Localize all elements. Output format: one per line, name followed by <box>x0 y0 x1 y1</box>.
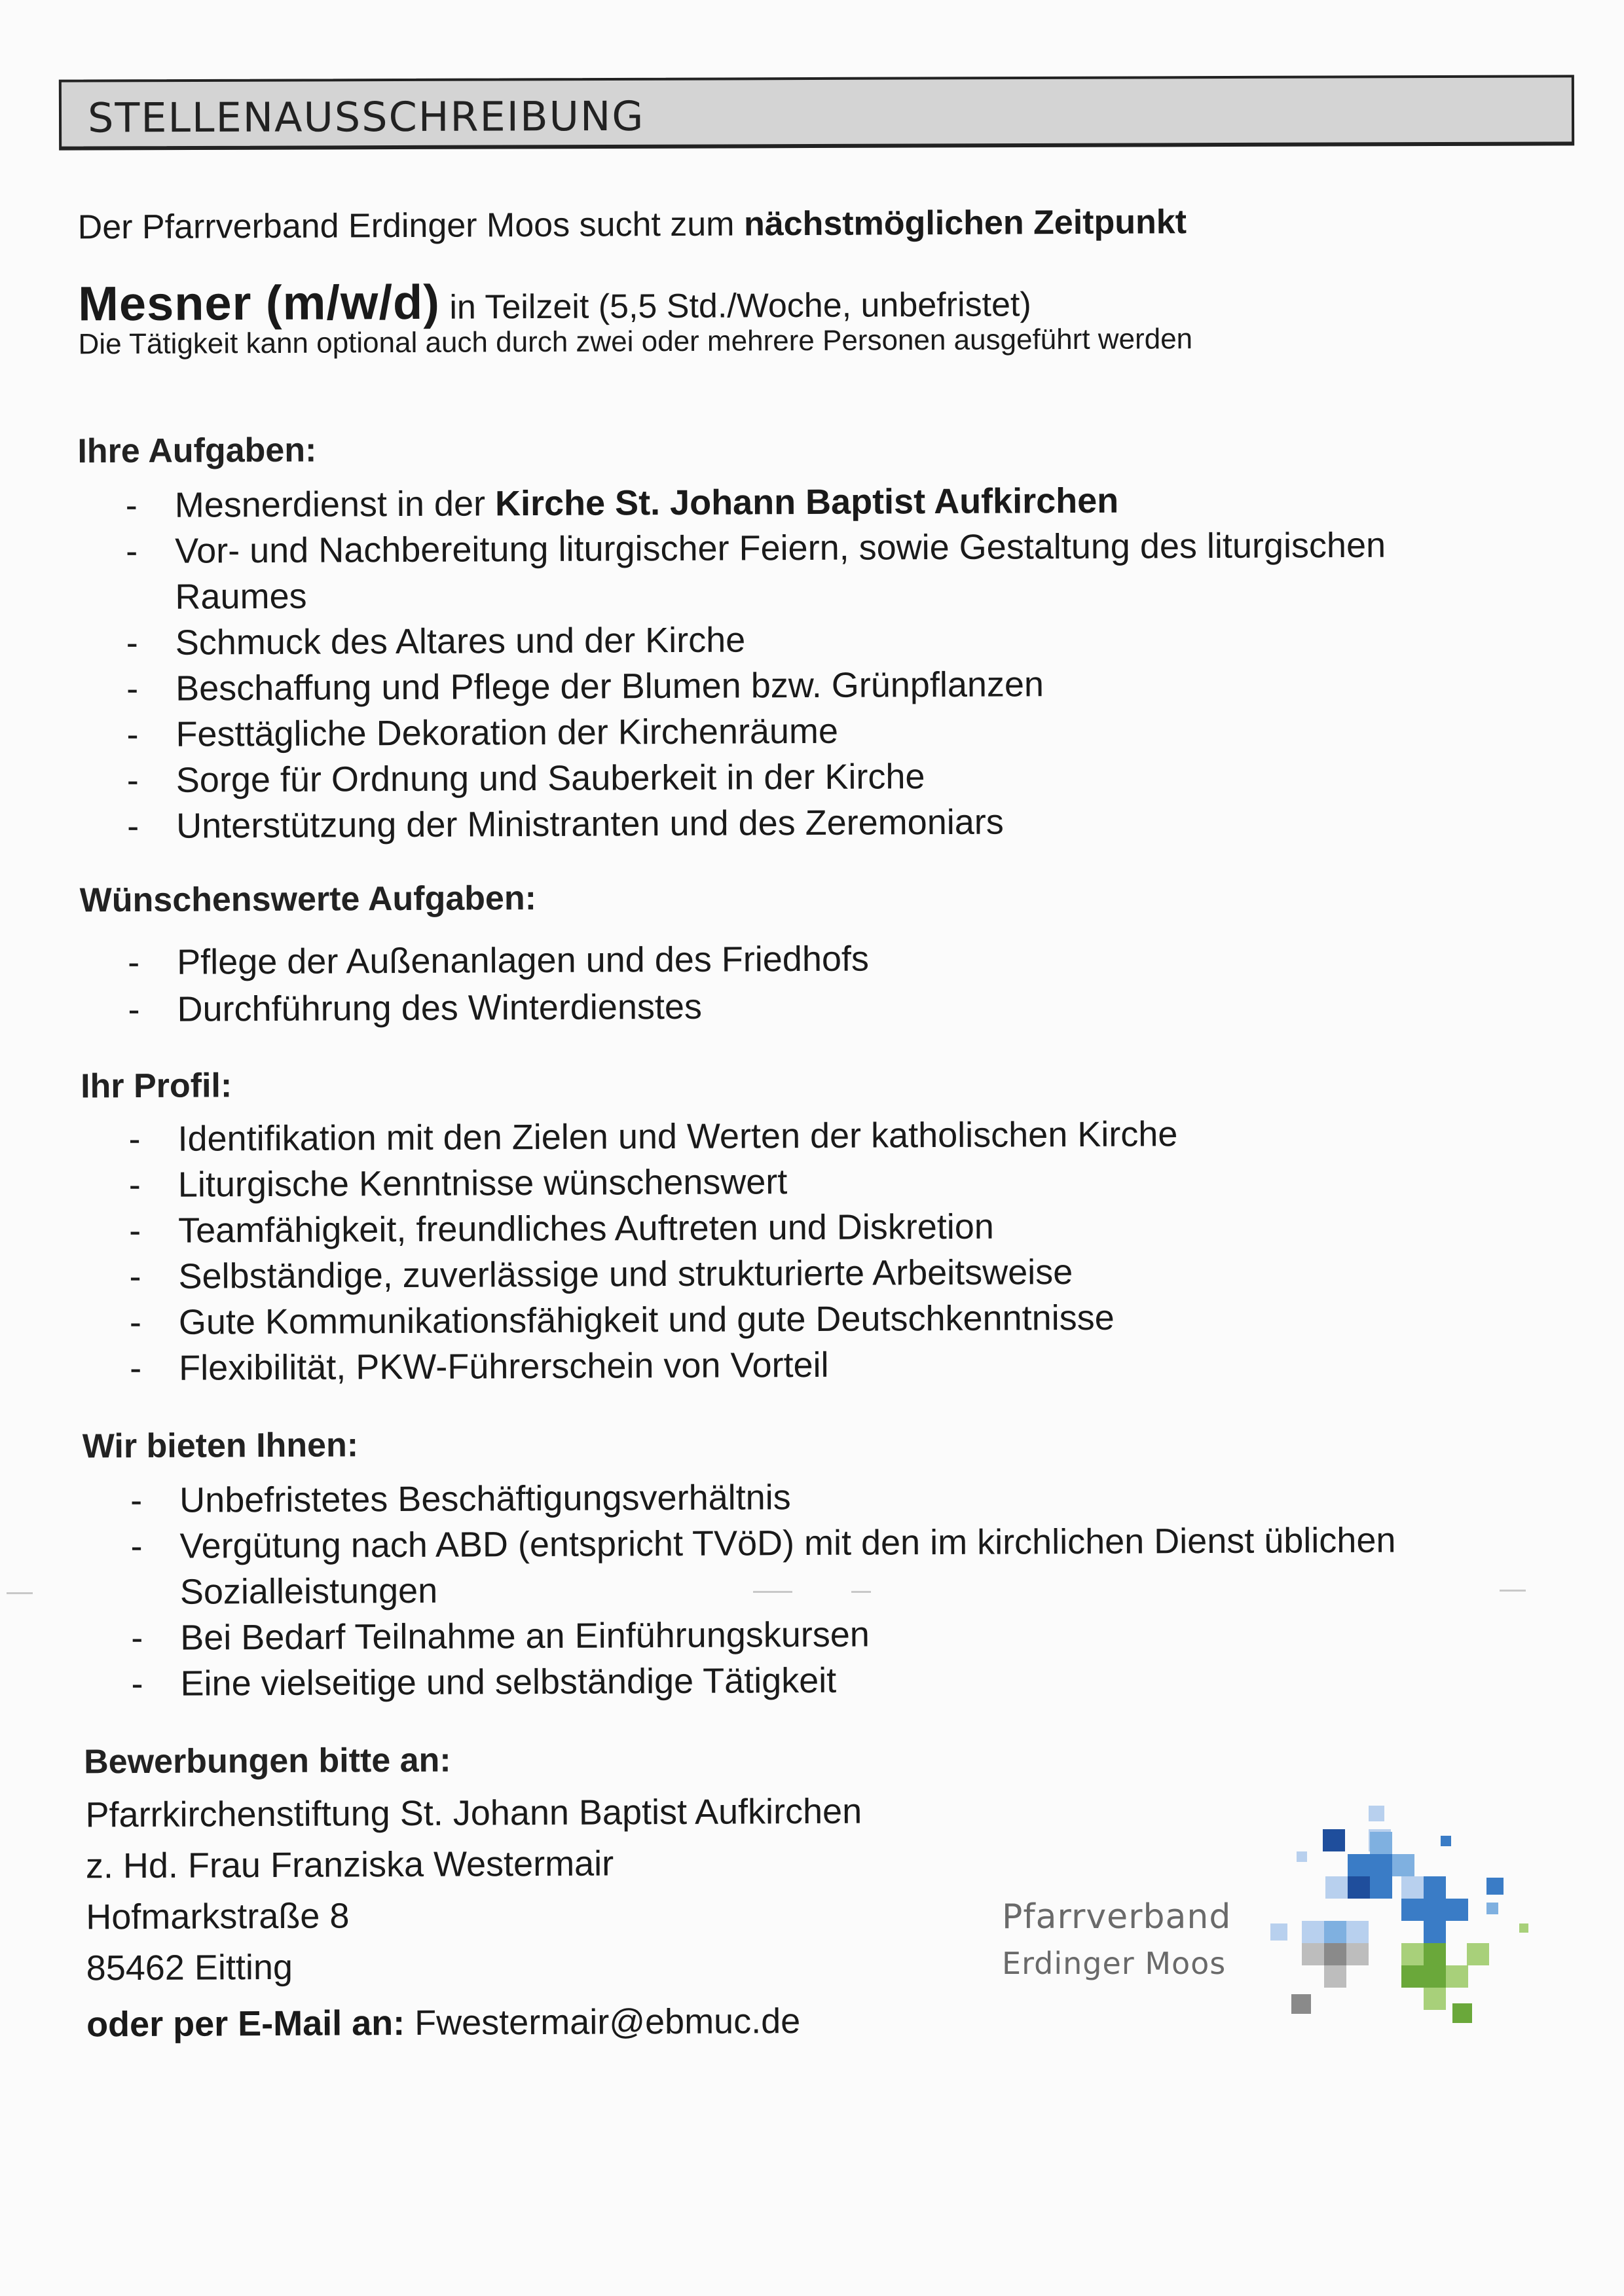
optional-text: Durchführung des Winterdienstes <box>177 987 703 1029</box>
profile-text: Selbständige, zuverlässige und strukturierte Arbeitsweise <box>178 1252 1073 1296</box>
intro-emphasis: nächstmöglichen Zeitpunkt <box>743 203 1187 244</box>
dash-bullet: - <box>131 1618 143 1658</box>
offer-text: Vergütung nach ABD (entspricht TVöD) mit den im kirchlichen Dienst üblichen <box>179 1520 1396 1566</box>
email-line <box>86 2001 800 2045</box>
intro-sentence <box>78 202 1187 247</box>
church-name: Kirche St. Johann Baptist Aufkirchen <box>494 481 1119 524</box>
pfarrverband-logo-icon <box>1270 1800 1545 2036</box>
page-title: STELLENAUSSCHREIBUNG <box>87 92 645 142</box>
profile-text: Flexibilität, PKW-Führerschein von Vorteil <box>179 1345 829 1388</box>
intro-prefix: Der Pfarrverband Erdinger Moos sucht zum <box>77 205 745 247</box>
task-text: Schmuck des Altares und der Kirche <box>175 620 746 663</box>
dash-bullet: - <box>128 942 140 983</box>
dash-bullet: - <box>129 1302 142 1343</box>
offer-text: Unbefristetes Beschäftigungsverhältnis <box>179 1478 791 1520</box>
dash-bullet: - <box>125 485 138 526</box>
offer-text: Eine vielseitige und selbständige Tätigkeit <box>180 1660 837 1704</box>
dash-bullet: - <box>128 1165 141 1205</box>
dash-bullet: - <box>128 1119 141 1159</box>
position-details: in Teilzeit (5,5 Std./Woche, unbefristet) <box>439 285 1031 327</box>
email-address: Fwestermair@ebmuc.de <box>405 2001 801 2043</box>
dash-bullet: - <box>130 1480 143 1521</box>
position-name: Mesner (m/w/d) <box>78 274 441 331</box>
dash-bullet: - <box>126 668 139 709</box>
scan-artifact <box>851 1591 871 1593</box>
scan-artifact <box>1500 1590 1526 1592</box>
tasks-heading: Ihre Aufgaben: <box>77 431 317 471</box>
offer-heading: Wir bieten Ihnen: <box>82 1426 359 1466</box>
dash-bullet: - <box>131 1664 143 1704</box>
optional-heading: Wünschenswerte Aufgaben: <box>79 879 537 920</box>
dash-bullet: - <box>129 1256 141 1297</box>
task-text: Unterstützung der Ministranten und des Zeremoniars <box>176 802 1004 846</box>
task-text: Festtägliche Dekoration der Kirchenräume <box>175 711 839 754</box>
position-line <box>78 271 1031 331</box>
logo-text-line2: Erdinger Moos <box>1002 1946 1227 1981</box>
offer-text: Sozialleistungen <box>179 1571 438 1612</box>
dash-bullet: - <box>129 1211 141 1251</box>
profile-text: Teamfähigkeit, freundliches Auftreten und Diskretion <box>178 1207 995 1250</box>
task-text: Mesnerdienst in der <box>174 484 496 525</box>
task-text: Beschaffung und Pflege der Blumen bzw. Grünpflanzen <box>175 665 1044 708</box>
dash-bullet: - <box>128 989 140 1030</box>
offer-text: Bei Bedarf Teilnahme an Einführungskursen <box>180 1614 870 1658</box>
dash-bullet: - <box>126 623 138 663</box>
profile-text: Identifikation mit den Zielen und Werten der katholischen Kirche <box>177 1114 1178 1159</box>
address-recipient: Pfarrkirchenstiftung St. Johann Baptist Aufkirchen <box>85 1791 862 1835</box>
dash-bullet: - <box>126 760 139 801</box>
profile-heading: Ihr Profil: <box>80 1066 232 1106</box>
dash-bullet: - <box>126 714 139 755</box>
email-label: oder per E-Mail an: <box>86 2003 405 2045</box>
scan-artifact <box>7 1592 33 1594</box>
application-heading: Bewerbungen bitte an: <box>84 1741 451 1781</box>
dash-bullet: - <box>127 806 139 847</box>
optional-text: Pflege der Außenanlagen und des Friedhofs <box>177 939 870 982</box>
dash-bullet: - <box>130 1526 143 1567</box>
address-street: Hofmarkstraße 8 <box>86 1896 350 1937</box>
address-city: 85462 Eitting <box>86 1947 293 1988</box>
dash-bullet: - <box>130 1348 142 1389</box>
dash-bullet: - <box>125 531 138 572</box>
address-attention: z. Hd. Frau Franziska Westermair <box>85 1844 614 1886</box>
task-text: Raumes <box>175 576 307 617</box>
task-text: Vor- und Nachbereitung liturgischer Feiern, sowie Gestaltung des liturgischen <box>174 525 1386 571</box>
logo-text-line1: Pfarrverband <box>1002 1897 1232 1937</box>
task-text: Sorge für Ordnung und Sauberkeit in der Kirche <box>175 757 925 800</box>
profile-text: Gute Kommunikationsfähigkeit und gute Deutschkenntnisse <box>178 1298 1115 1342</box>
scan-artifact <box>753 1591 792 1593</box>
profile-text: Liturgische Kenntnisse wünschenswert <box>177 1162 788 1205</box>
position-note: Die Tätigkeit kann optional auch durch zwei oder mehrere Personen ausgeführt werden <box>78 323 1193 361</box>
